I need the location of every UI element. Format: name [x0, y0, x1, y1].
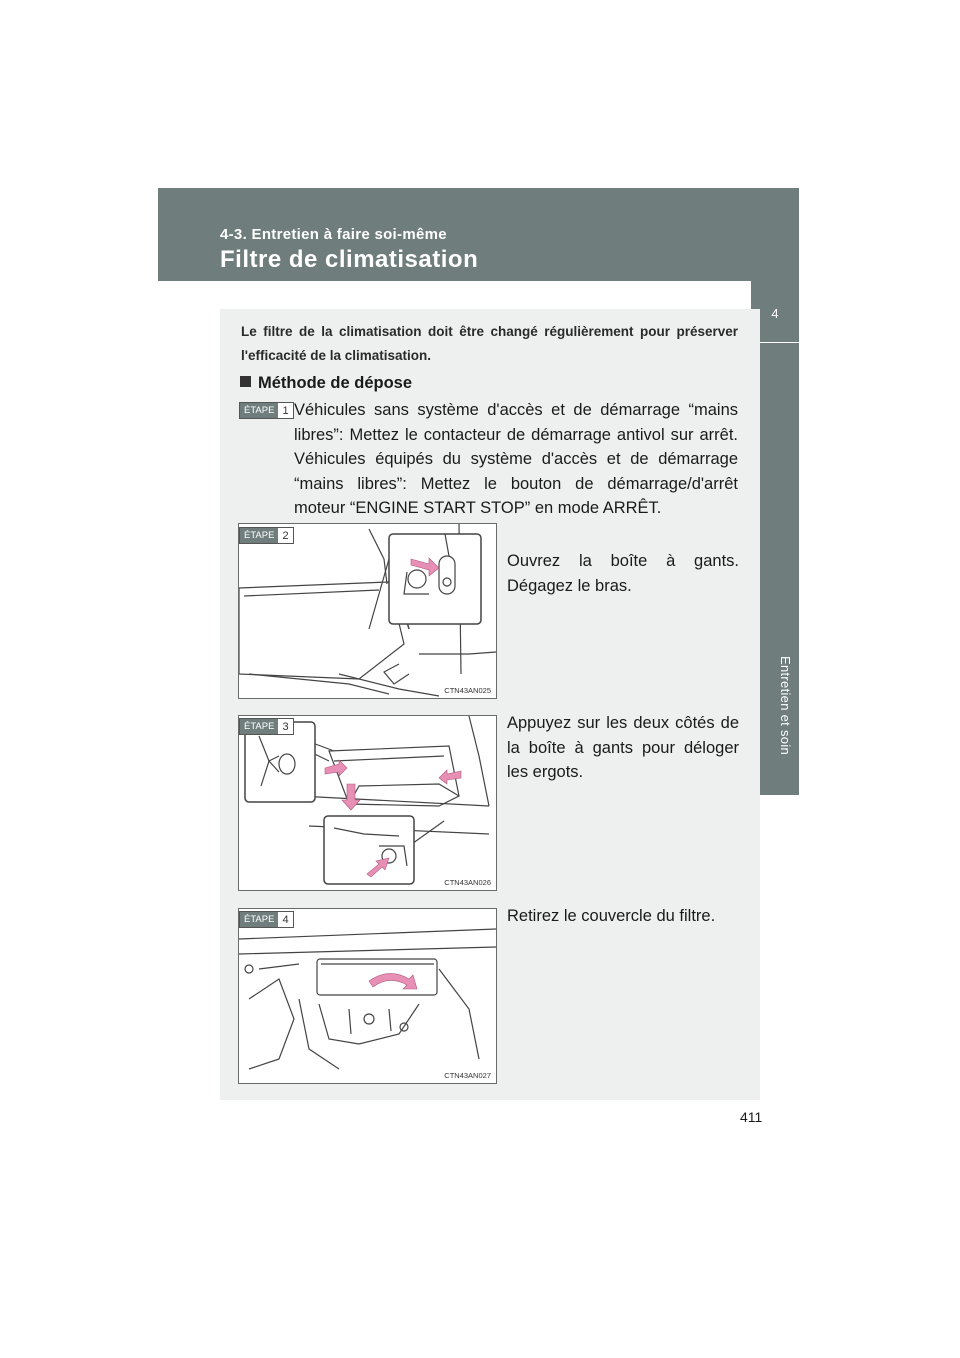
step-badge-number: 3 — [278, 719, 292, 734]
glovebox-arm-drawing — [239, 524, 496, 698]
step-3-illustration — [238, 715, 497, 891]
step-badge-number: 1 — [278, 403, 292, 418]
square-bullet-icon — [240, 376, 251, 387]
chapter-number: 4 — [771, 306, 779, 321]
step-3-image-code: CTN43AN026 — [444, 878, 491, 887]
page-title: Filtre de climatisation — [220, 246, 479, 273]
intro-text: Le filtre de la climatisation doit être changé régulièrement pour préserver l'efficacité de la climatisation. — [241, 324, 738, 363]
step-2-text: Ouvrez la boîte à gants. Dégagez le bras. — [507, 552, 739, 595]
step-1-text: Véhicules sans système d'accès et de démarrage “mains libres”: Mettez le contacteur de démarrage antivol sur arrêt. Véhicules équipés du système d'accès et de démarrage “mains libres”: Mettez le bouton de démarrage/d'arrêt moteur “ENGINE START STOP” en mode ARRÊT. — [294, 401, 738, 517]
step-badge-3 — [239, 718, 294, 735]
step-4-text: Retirez le couvercle du filtre. — [507, 907, 716, 925]
filter-cover-drawing — [239, 909, 496, 1083]
step-badge-label: ÉTAPE — [240, 719, 278, 734]
step-badge-number: 2 — [278, 528, 292, 543]
step-badge-label: ÉTAPE — [240, 912, 278, 927]
step-badge-1 — [239, 402, 294, 419]
step-4-image-code: CTN43AN027 — [444, 1071, 491, 1080]
section-label: 4-3. Entretien à faire soi-même — [220, 226, 447, 243]
step-3-text: Appuyez sur les deux côtés de la boîte à gants pour déloger les ergots. — [507, 714, 739, 781]
step-4-illustration — [238, 908, 497, 1084]
page-number: 411 — [740, 1109, 763, 1125]
glovebox-sides-drawing — [239, 716, 496, 890]
step-badge-number: 4 — [278, 912, 292, 927]
step-2-illustration — [238, 523, 497, 699]
subheading-label: Méthode de dépose — [258, 374, 413, 392]
step-badge-4 — [239, 911, 294, 928]
step-badge-2 — [239, 527, 294, 544]
step-badge-label: ÉTAPE — [240, 403, 278, 418]
step-badge-label: ÉTAPE — [240, 528, 278, 543]
step-2-image-code: CTN43AN025 — [444, 686, 491, 695]
chapter-name: Entretien et soin — [778, 656, 793, 756]
subheading — [240, 374, 412, 393]
